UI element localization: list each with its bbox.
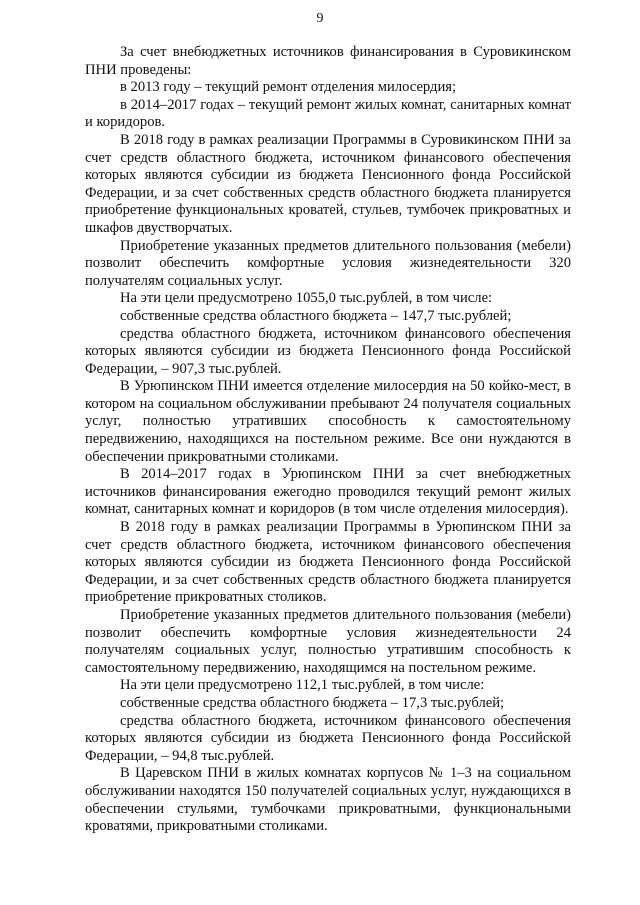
paragraph: В 2018 году в рамках реализации Программы в Урюпинском ПНИ за счет средств областного бюджета, источником финансового обеспечения которых являются субсидии из бюджета Пенсионного фонда Российской Федерации, и за счет собственных средств областного бюджета планируется приобретение прикроватных столиков.: [85, 519, 571, 606]
paragraph: собственные средства областного бюджета – 17,3 тыс.рублей;: [120, 694, 505, 711]
paragraph: За счет внебюджетных источников финансирования в Суровикинском ПНИ проведены:: [85, 44, 571, 78]
document-body: [85, 44, 571, 836]
paragraph: В 2014–2017 годах в Урюпинском ПНИ за счет внебюджетных источников финансирования ежегодно проводился текущий ремонт жилых комнат, санитарных комнат и коридоров (в том числе отделения милосердия).: [85, 466, 571, 518]
paragraph: В Урюпинском ПНИ имеется отделение милосердия на 50 койко-мест, в котором на социальном обслуживании пребывают 24 получателя социальных услуг, полностью утративших способность к самостоятельному передвижению, находящихся на постельном режиме. Все они нуждаются в обеспечении прикроватными столиками.: [85, 378, 571, 465]
paragraph: собственные средства областного бюджета – 147,7 тыс.рублей;: [120, 307, 512, 324]
paragraph: Приобретение указанных предметов длительного пользования (мебели) позволит обеспечить комфортные условия жизнедеятельности 24 получателям социальных услуг, полностью утратившим способность к самостоятельному передвижению, находящимся на постельном режиме.: [85, 607, 571, 676]
paragraph: средства областного бюджета, источником финансового обеспечения которых являются субсидии из бюджета Пенсионного фонда Российской Федерации, – 907,3 тыс.рублей.: [85, 325, 571, 377]
paragraph: в 2014–2017 годах – текущий ремонт жилых комнат, санитарных комнат и коридоров.: [85, 96, 571, 131]
paragraph: На эти цели предусмотрено 1055,0 тыс.рублей, в том числе:: [120, 290, 493, 307]
paragraph: средства областного бюджета, источником финансового обеспечения которых являются субсидии из бюджета Пенсионного фонда Российской Федерации, – 94,8 тыс.рублей.: [85, 712, 571, 764]
paragraph: Приобретение указанных предметов длительного пользования (мебели) позволит обеспечить комфортные условия жизнедеятельности 320 получателям социальных услуг.: [85, 237, 571, 289]
paragraph: В 2018 году в рамках реализации Программы в Суровикинском ПНИ за счет средств областного бюджета, источником финансового обеспечения которых являются субсидии из бюджета Пенсионного фонда Российской Федерации, и за счет собственных средств областного бюджета планируется приобретение функциональных кроватей, стульев, тумбочек прикроватных и шкафов двустворчатых.: [85, 131, 571, 236]
paragraph: На эти цели предусмотрено 112,1 тыс.рублей, в том числе:: [120, 677, 485, 694]
page-number: 9: [316, 11, 324, 26]
paragraph: в 2013 году – текущий ремонт отделения милосердия;: [120, 79, 457, 96]
paragraph: В Царевском ПНИ в жилых комнатах корпусов № 1–3 на социальном обслуживании находятся 150 получателей социальных услуг, нуждающихся в обеспечении стульями, тумбочками прикроватными, функциональными кроватями, прикроватными столиками.: [85, 765, 571, 835]
